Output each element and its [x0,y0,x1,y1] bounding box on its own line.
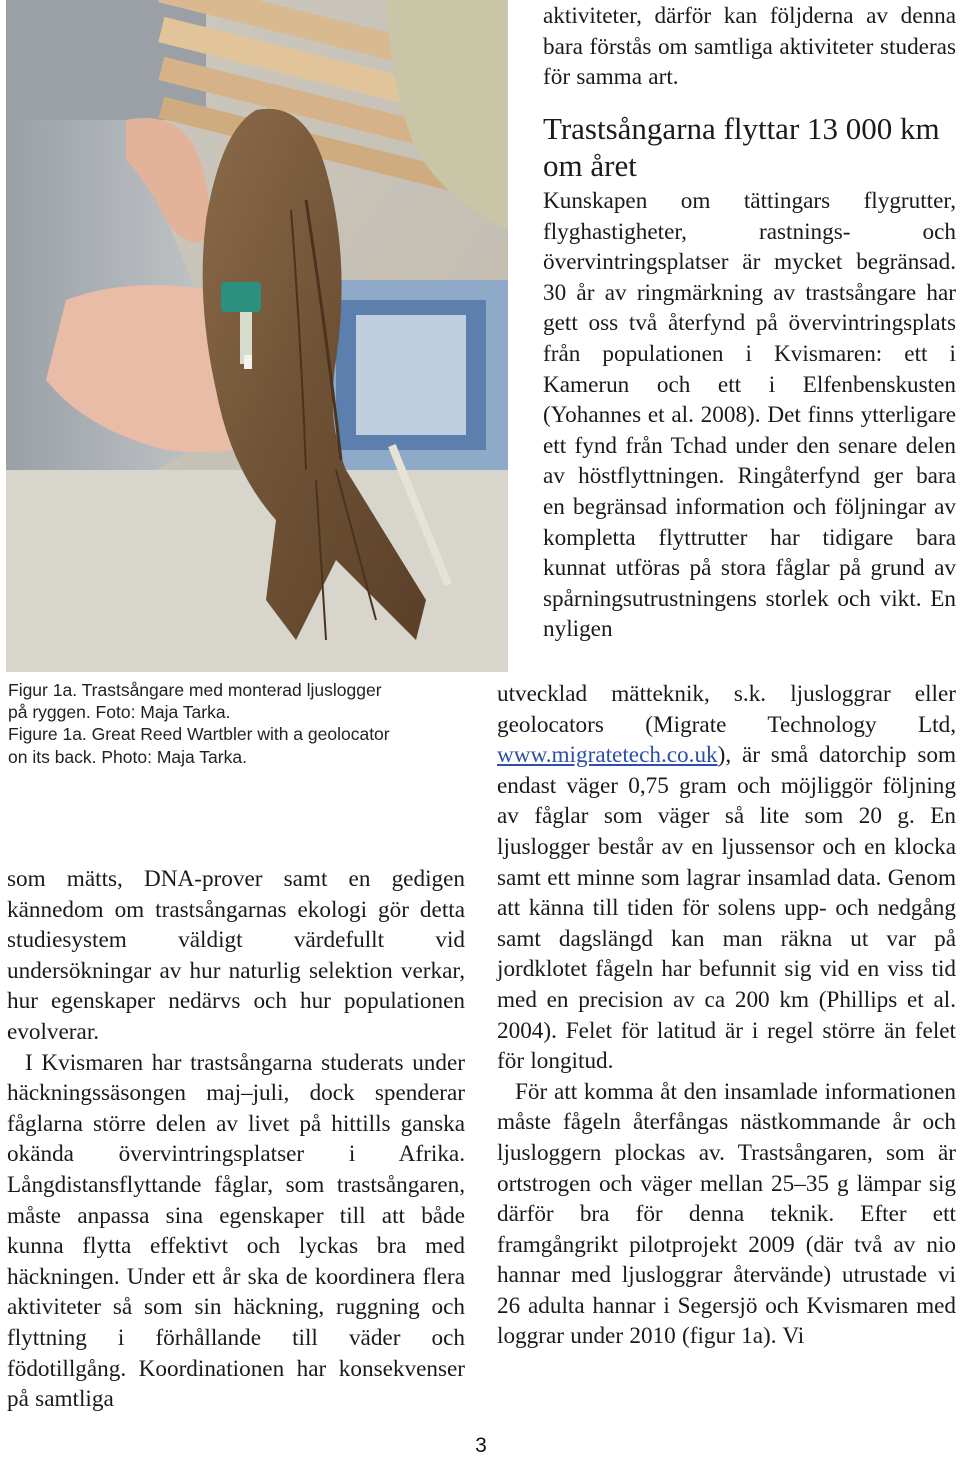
left-paragraph-2: I Kvismaren har trastsångarna studerats under häckningssäsongen maj–juli, dock spenderar fåglarna större delen av livet på hittills ganska okända övervintringsplatser i Afrika. Långdistansflyttande fåglar, som trastsångaren, måste anpassa sina egenskaper till att både kunna flytta effektivt och lyckas bra med häckningen. Under ett år ska de koordinera flera aktiviteter så som sin häckning, ruggning och flyttning i förhållande till väder och födotillgång. Koordinationen har konsekvenser på samtliga [7,1049,465,1413]
caption-english-line-2: on its back. Photo: Maja Tarka. [8,746,247,767]
right-paragraph-2: För att komma åt den insamlade informationen måste fågeln återfångas nästkommande år och ljusloggern plockas av. Trastsångaren, som är ortstrogen och väger mellan 25–35 g lämpar sig därför bra för denna teknik. Efter ett framgångrikt pilotprojekt 2009 (där två av nio hannar med ljusloggrar återvände) utrustade vi 26 adulta hannar i Segersjö och Kvismaren med loggrar under 2010 (figur 1a). Vi [497,1078,956,1350]
text-before-link: utvecklad mätteknik, s.k. ljusloggrar eller geolocators (Migrate Technology Ltd, [497,681,956,738]
section-heading: Trastsångarna flyttar 13 000 km om året [543,111,940,183]
bird-with-geolocator-image [6,0,508,672]
caption-swedish-line-2: på ryggen. Foto: Maja Tarka. [8,702,231,723]
right-paragraph-1-continued [497,679,956,1077]
figure-caption [8,679,478,768]
right-column-wide [497,679,956,1352]
right-paragraph-1-narrow: Kunskapen om tättingars flygrutter, flyghastigheter, rastnings- och övervintringsplatser är mycket begränsad. 30 år av ringmärkning av trastsångare har gett oss två återfynd på övervintringsplats från populationen i Kvismaren: ett i Kamerun och ett i Elfenbenskusten (Yohannes et al. 2008). Det finns ytterligare ett fynd från Tchad under den senare delen av höstflyttningen. Ringåterfynd ger bara en begränsad information och följningar av kompletta flyttrutter har tidigare bara kunnat utföras på stora fåglar på grund av spårningsutrustningens storlek och vikt. En nyligen [543,188,956,643]
text-after-link: ), är små datorchip som endast väger 0,75 gram och möjliggör följning av fåglar som väger så lite som 20 g. En ljuslogger består av en ljussensor och en klocka samt ett minne som lagrar insamlad data. Genom att känna till tiden för solens upp- och nedgång samt dagslängd kan man räkna ut var på jordklotet fågeln har befunnit sig vid en viss tid med en precision av ca 200 km (Phillips et al. 2004). Felet för latitud är i regel större än felet för longitud. [497,742,956,1075]
right-continued-text: aktiviteter, därför kan följderna av denna bara förstås om samtliga aktiviteter studeras för samma art. [543,3,956,91]
page-number: 3 [475,1434,487,1457]
right-column-top [543,1,956,93]
right-column-narrow [543,186,956,645]
left-column [7,864,465,1415]
migratetech-link[interactable]: www.migratetech.co.uk [497,742,718,769]
bird-photo [6,0,508,672]
left-paragraph-1: som mätts, DNA-prover samt en gedigen kännedom om trastsångarnas ekologi gör detta studiesystem väldigt värdefullt vid undersökningar av hur naturlig selektion verkar, hur egenskaper nedärvs och hur populationen evolverar. [7,866,465,1045]
caption-swedish-line-1: Figur 1a. Trastsångare med monterad ljuslogger [8,680,382,700]
caption-english-line-1: Figure 1a. Great Reed Wartbler with a geolocator [8,724,390,745]
